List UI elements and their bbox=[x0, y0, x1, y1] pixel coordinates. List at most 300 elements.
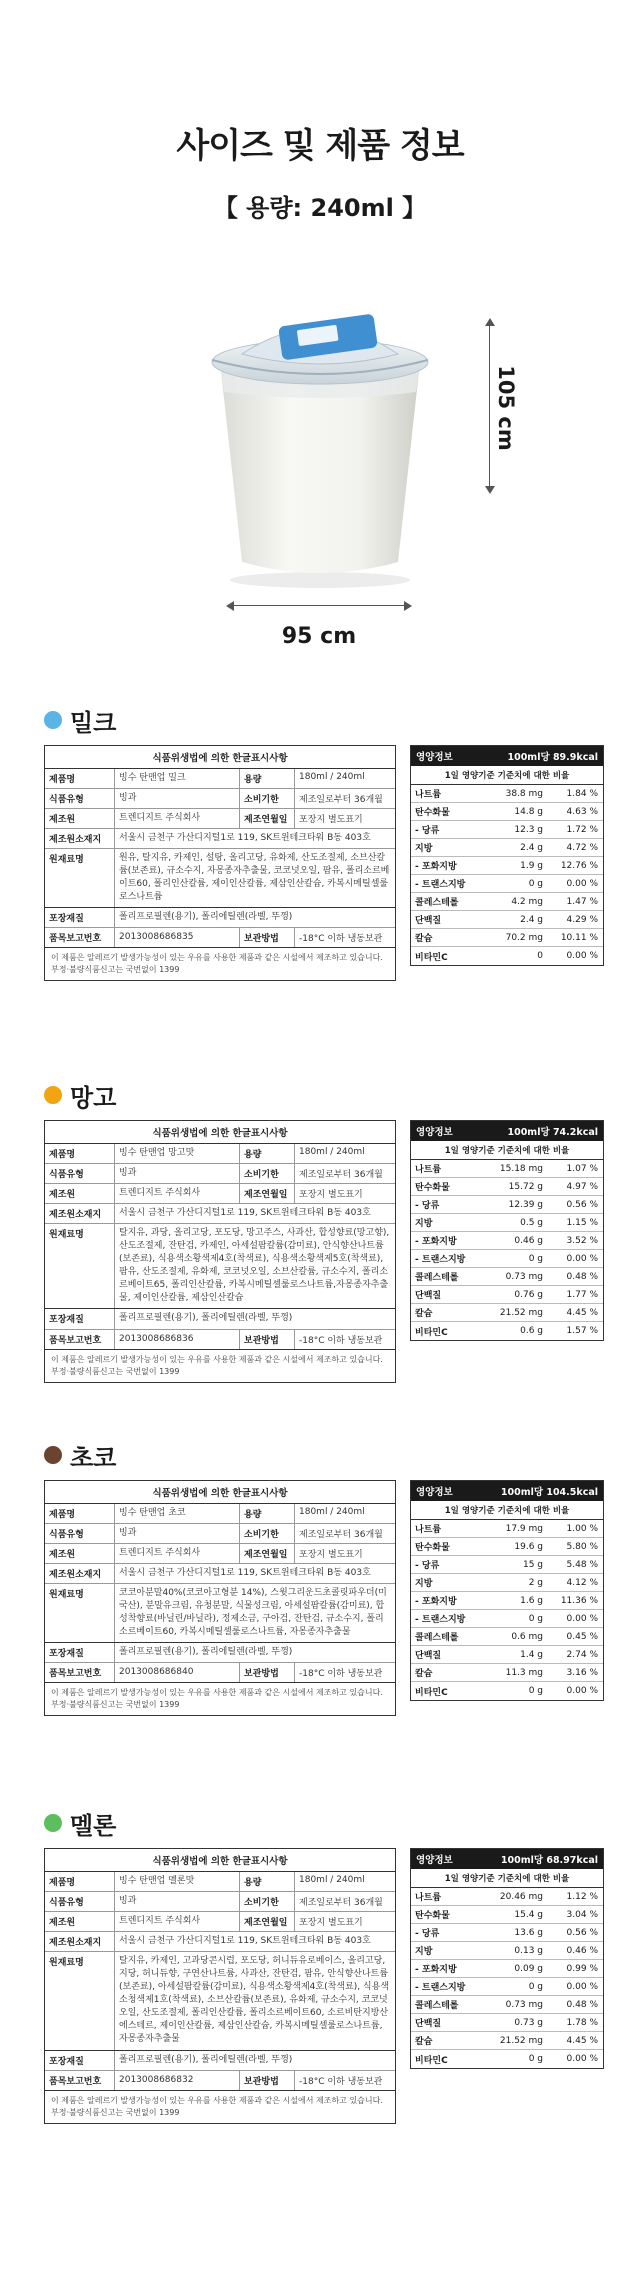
maker-address-value: 서울시 금천구 가산디지털1로 119, SK트윈테크타워 B동 403호 bbox=[119, 833, 371, 844]
nutrition-row bbox=[411, 1322, 603, 1340]
nutrient-name: - 당류 bbox=[415, 1201, 440, 1211]
volume-value: 180ml / 240ml bbox=[299, 1147, 365, 1157]
nutrition-subheader: 1일 영양기준 기준치에 대한 비율 bbox=[411, 1869, 603, 1888]
nutrient-name: - 포화지방 bbox=[415, 1237, 457, 1247]
label-key: 제조원 bbox=[45, 1184, 115, 1203]
mfg-date-value: 포장지 별도표기 bbox=[299, 1550, 363, 1561]
nutrient-amount: 38.8 mg bbox=[505, 788, 543, 799]
maker-address-value: 서울시 금천구 가산디지털1로 119, SK트윈테크타워 B동 403호 bbox=[119, 1208, 371, 1219]
width-label: 95 cm bbox=[281, 624, 357, 649]
nutrient-percent: 1.15 % bbox=[566, 1217, 598, 1228]
storage-value: -18°C 이하 냉동보관 bbox=[299, 1669, 383, 1680]
nutrient-amount: 19.6 g bbox=[514, 1541, 543, 1552]
nutrient-amount: 0 g bbox=[528, 2054, 543, 2064]
nutrition-header bbox=[411, 1481, 603, 1501]
nutrient-percent: 4.29 % bbox=[566, 914, 598, 925]
nutrient-name: 칼슘 bbox=[415, 1669, 433, 1679]
nutrient-percent: 0.00 % bbox=[566, 1613, 598, 1624]
label-key: 용량 bbox=[239, 1872, 295, 1891]
nutrient-percent: 0.00 % bbox=[566, 1981, 598, 1992]
nutrient-percent: 0.48 % bbox=[566, 1999, 598, 2010]
label-key: 제조원소재지 bbox=[45, 1932, 115, 1951]
nutrition-row bbox=[411, 1214, 603, 1232]
nutrition-row bbox=[411, 875, 603, 893]
label-key: 용량 bbox=[239, 1144, 295, 1163]
nutrition-kcal: 100ml당 89.9kcal bbox=[507, 752, 598, 763]
volume-value: 180ml / 240ml bbox=[299, 1507, 365, 1517]
nutrient-percent: 4.97 % bbox=[566, 1181, 598, 1192]
nutrient-name: - 포화지방 bbox=[415, 1597, 457, 1607]
nutrient-amount: 70.2 mg bbox=[505, 932, 543, 943]
nutrient-name: 칼슘 bbox=[415, 1309, 433, 1319]
nutrition-rows bbox=[411, 1160, 603, 1340]
nutrition-row bbox=[411, 839, 603, 857]
product-name-value: 빙수 탄맨업 망고맛 bbox=[119, 1148, 195, 1158]
nutrient-amount: 0.73 mg bbox=[505, 1271, 543, 1282]
nutrient-name: - 포화지방 bbox=[415, 862, 457, 872]
maker-value: 트렌디지트 주식회사 bbox=[119, 1548, 201, 1559]
nutrient-percent: 1.07 % bbox=[566, 1163, 598, 1174]
label-notes bbox=[45, 1683, 395, 1715]
report-hotline-note: 부정·불량식품신고는 국번없이 1399 bbox=[51, 965, 180, 975]
nutrient-percent: 4.45 % bbox=[566, 1307, 598, 1318]
nutrition-row bbox=[411, 1592, 603, 1610]
nutrition-kcal: 100ml당 104.5kcal bbox=[500, 1487, 598, 1498]
nutrient-percent: 0.45 % bbox=[566, 1631, 598, 1642]
nutrient-amount: 0.73 mg bbox=[505, 1999, 543, 2010]
allergy-note: 이 제품은 알레르기 발생가능성이 있는 우유를 사용한 제품과 같은 시설에서 제조하고 있습니다. bbox=[51, 953, 383, 963]
flavor-dot-icon bbox=[44, 1814, 62, 1832]
product-flavor-name: 밀크 bbox=[70, 708, 117, 737]
nutrition-row bbox=[411, 893, 603, 911]
product-heading bbox=[44, 1080, 116, 1110]
nutrient-amount: 0.73 g bbox=[514, 2017, 543, 2028]
nutrition-row bbox=[411, 2050, 603, 2068]
nutrition-rows bbox=[411, 1888, 603, 2068]
nutrient-name: 단백질 bbox=[415, 1651, 442, 1661]
nutrient-amount: 0 bbox=[537, 951, 543, 961]
storage-value: -18°C 이하 냉동보관 bbox=[299, 1335, 383, 1346]
volume-value: 180ml / 240ml bbox=[299, 1875, 365, 1885]
package-value: 폴리프로필렌(용기), 폴리에틸렌(라벨, 뚜껑) bbox=[119, 912, 293, 923]
page-title: 사이즈 및 제품 정보 bbox=[176, 126, 464, 166]
nutrient-amount: 0 g bbox=[528, 1686, 543, 1696]
nutrition-row bbox=[411, 1268, 603, 1286]
nutrition-row bbox=[411, 1250, 603, 1268]
nutrient-percent: 1.72 % bbox=[566, 824, 598, 835]
nutrient-amount: 0.76 g bbox=[514, 1289, 543, 1300]
report-hotline-note: 부정·불량식품신고는 국번없이 1399 bbox=[51, 1700, 180, 1710]
flavor-dot-icon bbox=[44, 711, 62, 729]
nutrient-name: - 트랜스지방 bbox=[415, 880, 466, 890]
label-key: 소비기한 bbox=[239, 1524, 295, 1543]
nutrient-name: 콜레스테롤 bbox=[415, 898, 459, 908]
nutrient-percent: 0.56 % bbox=[566, 1199, 598, 1210]
nutrient-amount: 0.46 g bbox=[514, 1235, 543, 1246]
label-key: 제조원 bbox=[45, 809, 115, 828]
nutrient-percent: 4.63 % bbox=[566, 806, 598, 817]
nutrition-title: 영양정보 bbox=[416, 1855, 453, 1866]
nutrition-header bbox=[411, 1121, 603, 1141]
nutrient-percent: 1.12 % bbox=[566, 1891, 598, 1902]
nutrition-row bbox=[411, 1664, 603, 1682]
nutrient-amount: 15.18 mg bbox=[499, 1163, 543, 1174]
nutrient-percent: 1.47 % bbox=[566, 896, 598, 907]
storage-value: -18°C 이하 냉동보관 bbox=[299, 934, 383, 945]
nutrition-row bbox=[411, 803, 603, 821]
nutrient-percent: 1.78 % bbox=[566, 2017, 598, 2028]
nutrient-amount: 0.6 g bbox=[520, 1326, 543, 1336]
nutrition-row bbox=[411, 2014, 603, 2032]
nutrient-amount: 0.6 mg bbox=[511, 1631, 543, 1642]
label-key: 품목보고번호 bbox=[45, 1330, 115, 1349]
nutrient-percent: 0.46 % bbox=[566, 1945, 598, 1956]
label-key: 원재료명 bbox=[45, 1952, 115, 2049]
product-name-value: 빙수 탄맨업 밀크 bbox=[119, 773, 186, 783]
nutrition-kcal: 100ml당 68.97kcal bbox=[500, 1855, 598, 1866]
nutrient-amount: 1.9 g bbox=[520, 860, 543, 871]
nutrition-table bbox=[410, 1848, 604, 2069]
capacity-subtitle: 【 용량: 240ml 】 bbox=[213, 194, 427, 222]
food-type-value: 빙과 bbox=[119, 1528, 137, 1539]
nutrition-row bbox=[411, 2032, 603, 2050]
label-key: 용량 bbox=[239, 1504, 295, 1523]
expiry-value: 제조일로부터 36개월 bbox=[299, 1898, 383, 1909]
nutrient-percent: 0.99 % bbox=[566, 1963, 598, 1974]
product-cup-image bbox=[180, 292, 460, 592]
nutrient-amount: 2.4 g bbox=[520, 842, 543, 853]
report-number-value: 2013008686836 bbox=[119, 1333, 194, 1344]
package-value: 폴리프로필렌(용기), 폴리에틸렌(라벨, 뚜껑) bbox=[119, 1313, 293, 1324]
package-value: 폴리프로필렌(용기), 폴리에틸렌(라벨, 뚜껑) bbox=[119, 2054, 293, 2065]
package-value: 폴리프로필렌(용기), 폴리에틸렌(라벨, 뚜껑) bbox=[119, 1647, 293, 1658]
product-heading bbox=[44, 1440, 116, 1470]
nutrient-percent: 10.11 % bbox=[560, 932, 598, 943]
nutrient-amount: 0.13 g bbox=[514, 1945, 543, 1956]
volume-value: 180ml / 240ml bbox=[299, 772, 365, 782]
nutrient-percent: 1.84 % bbox=[566, 788, 598, 799]
width-dimension-arrow bbox=[226, 596, 412, 616]
nutrient-name: - 당류 bbox=[415, 826, 440, 836]
nutrition-subheader: 1일 영양기준 기준치에 대한 비율 bbox=[411, 766, 603, 785]
nutrient-percent: 3.04 % bbox=[566, 1909, 598, 1920]
nutrition-row bbox=[411, 947, 603, 965]
allergy-note: 이 제품은 알레르기 발생가능성이 있는 우유를 사용한 제품과 같은 시설에서 제조하고 있습니다. bbox=[51, 2095, 383, 2105]
label-key: 원재료명 bbox=[45, 1584, 115, 1642]
nutrition-row bbox=[411, 1520, 603, 1538]
report-hotline-note: 부정·불량식품신고는 국번없이 1399 bbox=[51, 2107, 180, 2117]
label-key: 보관방법 bbox=[239, 1663, 295, 1682]
nutrition-rows bbox=[411, 785, 603, 965]
maker-value: 트렌디지트 주식회사 bbox=[119, 1188, 201, 1199]
label-header: 식품위생법에 의한 한글표시사항 bbox=[45, 746, 395, 769]
nutrition-row bbox=[411, 821, 603, 839]
label-key: 포장재질 bbox=[45, 1643, 115, 1662]
nutrition-subheader: 1일 영양기준 기준치에 대한 비율 bbox=[411, 1141, 603, 1160]
nutrition-row bbox=[411, 1286, 603, 1304]
mfg-date-value: 포장지 별도표기 bbox=[299, 815, 363, 826]
nutrition-title: 영양정보 bbox=[416, 752, 453, 763]
nutrition-row bbox=[411, 1574, 603, 1592]
label-key: 제조원소재지 bbox=[45, 829, 115, 848]
nutrition-table bbox=[410, 745, 604, 966]
label-key: 소비기한 bbox=[239, 789, 295, 808]
nutrition-row bbox=[411, 1232, 603, 1250]
nutrition-row bbox=[411, 1556, 603, 1574]
nutrient-percent: 3.16 % bbox=[566, 1667, 598, 1678]
label-key: 용량 bbox=[239, 769, 295, 788]
maker-address-value: 서울시 금천구 가산디지털1로 119, SK트윈테크타워 B동 403호 bbox=[119, 1568, 371, 1579]
label-key: 포장재질 bbox=[45, 908, 115, 927]
nutrition-table bbox=[410, 1120, 604, 1341]
mfg-date-value: 포장지 별도표기 bbox=[299, 1190, 363, 1201]
flavor-dot-icon bbox=[44, 1086, 62, 1104]
size-info-hero bbox=[0, 0, 640, 660]
nutrient-percent: 4.12 % bbox=[566, 1577, 598, 1588]
nutrient-amount: 0.5 g bbox=[520, 1217, 543, 1228]
nutrition-table bbox=[410, 1480, 604, 1701]
nutrition-row bbox=[411, 1996, 603, 2014]
nutrition-title: 영양정보 bbox=[416, 1487, 453, 1498]
food-type-value: 빙과 bbox=[119, 1896, 137, 1907]
nutrition-header bbox=[411, 1849, 603, 1869]
nutrient-amount: 15 g bbox=[522, 1559, 543, 1570]
nutrient-name: 단백질 bbox=[415, 1291, 442, 1301]
nutrient-name: 비타민C bbox=[415, 2055, 448, 2066]
nutrient-amount: 11.3 mg bbox=[505, 1667, 543, 1678]
report-number-value: 2013008686840 bbox=[119, 1667, 194, 1678]
label-key: 제품명 bbox=[45, 1872, 115, 1891]
nutrient-percent: 3.52 % bbox=[566, 1235, 598, 1246]
nutrient-percent: 0.00 % bbox=[566, 1253, 598, 1264]
allergy-note: 이 제품은 알레르기 발생가능성이 있는 우유를 사용한 제품과 같은 시설에서 제조하고 있습니다. bbox=[51, 1354, 383, 1364]
allergy-note: 이 제품은 알레르기 발생가능성이 있는 우유를 사용한 제품과 같은 시설에서 제조하고 있습니다. bbox=[51, 1688, 383, 1698]
report-number-value: 2013008686835 bbox=[119, 932, 194, 943]
nutrition-row bbox=[411, 1888, 603, 1906]
korean-label-table bbox=[44, 1120, 396, 1383]
maker-value: 트렌디지트 주식회사 bbox=[119, 813, 201, 824]
label-key: 식품유형 bbox=[45, 1524, 115, 1543]
ingredients-value: 탈지유, 카제인, 고과당콘시럽, 포도당, 허니듀유로베이스, 올리고당, 지당, 허니듀향, 구연산나트륨, 사과산, 잔탄검, 팜유, 안식향산나트륨(보존료), 아세설팜칼륨(감미료), 식용색소황색제4호(착색료), 식용색소청색제1호(착색료), 소브산칼륨(보존료), 유화제, 규소수지, 코코넛오일, 산도조절제, 폴리인산칼륨, 폴리소르베이트60, 소르비탄지방산에스테르, 제이인산칼륨, 제삼인산칼슘, 카복시메틸셀룰로스나트륨, 자몽종자추출물 bbox=[119, 1956, 390, 2045]
nutrient-name: 콜레스테롤 bbox=[415, 1633, 459, 1643]
label-key: 제조연월일 bbox=[239, 1544, 295, 1563]
nutrient-amount: 0 g bbox=[528, 1613, 543, 1624]
nutrient-name: 지방 bbox=[415, 1579, 433, 1589]
label-key: 제조연월일 bbox=[239, 1184, 295, 1203]
nutrition-row bbox=[411, 1304, 603, 1322]
nutrition-row bbox=[411, 1538, 603, 1556]
product-heading bbox=[44, 1808, 116, 1838]
label-key: 제조원소재지 bbox=[45, 1564, 115, 1583]
nutrition-row bbox=[411, 857, 603, 875]
korean-label-table bbox=[44, 1480, 396, 1716]
label-header: 식품위생법에 의한 한글표시사항 bbox=[45, 1481, 395, 1504]
nutrient-name: - 당류 bbox=[415, 1561, 440, 1571]
nutrient-percent: 1.00 % bbox=[566, 1523, 598, 1534]
label-key: 제조원 bbox=[45, 1912, 115, 1931]
nutrient-name: - 트랜스지방 bbox=[415, 1983, 466, 1993]
nutrition-row bbox=[411, 1196, 603, 1214]
product-name-value: 빙수 탄맨업 초코 bbox=[119, 1508, 186, 1518]
ingredients-value: 원유, 탈지유, 카제인, 설탕, 올리고당, 유화제, 산도조절제, 소브산칼륨(보존료), 규소수지, 자몽종자추출물, 코코넛오일, 팜유, 폴리소르베이트60, 폴리인산칼륨, 제이인산칼륨, 제삼인산칼슘, 카복시메틸셀룰로스나트륨 bbox=[119, 853, 390, 903]
nutrient-name: 칼슘 bbox=[415, 2037, 433, 2047]
label-key: 식품유형 bbox=[45, 1892, 115, 1911]
label-key: 제품명 bbox=[45, 769, 115, 788]
nutrition-row bbox=[411, 929, 603, 947]
product-name-value: 빙수 탄맨업 멜론맛 bbox=[119, 1876, 195, 1886]
expiry-value: 제조일로부터 36개월 bbox=[299, 795, 383, 806]
nutrient-percent: 0.00 % bbox=[566, 2054, 598, 2064]
nutrient-name: 칼슘 bbox=[415, 934, 433, 944]
nutrient-amount: 14.8 g bbox=[514, 806, 543, 817]
height-label: 105 cm bbox=[494, 365, 518, 451]
label-key: 보관방법 bbox=[239, 928, 295, 947]
nutrition-subheader: 1일 영양기준 기준치에 대한 비율 bbox=[411, 1501, 603, 1520]
nutrition-row bbox=[411, 1682, 603, 1700]
product-flavor-name: 멜론 bbox=[70, 1811, 117, 1840]
report-hotline-note: 부정·불량식품신고는 국번없이 1399 bbox=[51, 1366, 180, 1376]
product-flavor-name: 망고 bbox=[70, 1083, 117, 1112]
nutrient-amount: 0 g bbox=[528, 1981, 543, 1992]
nutrition-row bbox=[411, 1646, 603, 1664]
nutrient-name: - 포화지방 bbox=[415, 1965, 457, 1975]
report-number-value: 2013008686832 bbox=[119, 2074, 194, 2085]
nutrient-name: 비타민C bbox=[415, 1327, 448, 1338]
label-key: 품목보고번호 bbox=[45, 2071, 115, 2090]
label-key: 원재료명 bbox=[45, 1224, 115, 1308]
nutrition-row bbox=[411, 1906, 603, 1924]
ingredients-value: 탈지유, 과당, 올리고당, 포도당, 망고주스, 사과산, 합성향료(망고향), 산도조절제, 잔탄검, 카제인, 아세설팜칼륨(감미료), 안식향산나트륨(보존료), 식용색소황색제4호(착색료), 식용색소황색제5호(착색료), 팜유, 산도조절제, 유화제, 코코넛오일, 소브산칼륨, 규소수지, 폴리소르베이트65, 폴리인산칼륨, 카복시메틸셀룰로스나트륨,자몽종자추출물, 제이인산칼륨, 제삼인산칼슘 bbox=[119, 1228, 390, 1304]
nutrition-kcal: 100ml당 74.2kcal bbox=[507, 1127, 598, 1138]
nutrient-name: 단백질 bbox=[415, 2019, 442, 2029]
flavor-dot-icon bbox=[44, 1446, 62, 1464]
nutrient-amount: 12.39 g bbox=[508, 1199, 543, 1210]
nutrient-amount: 2 g bbox=[528, 1577, 543, 1588]
nutrient-amount: 21.52 mg bbox=[499, 1307, 543, 1318]
label-key: 식품유형 bbox=[45, 789, 115, 808]
nutrient-name: 비타민C bbox=[415, 952, 448, 963]
nutrient-name: 탄수화물 bbox=[415, 1911, 450, 1921]
nutrient-amount: 21.52 mg bbox=[499, 2035, 543, 2046]
nutrient-amount: 4.2 mg bbox=[511, 896, 543, 907]
ingredients-value: 코코아분말40%(코코아고형분 14%), 스윗그리운드초콜릿파우더(미국산), 분말유크림, 유청분말, 식물성크림, 아세설팜칼륨(감미료), 합성착향료(바닐린/바닐라), 정제소금, 구아검, 잔탄검, 규소수지, 폴리소르베이트60, 카복시메틸셀룰로스나트륨, 자몽종자추출물 bbox=[119, 1588, 387, 1638]
label-key: 소비기한 bbox=[239, 1164, 295, 1183]
label-key: 소비기한 bbox=[239, 1892, 295, 1911]
nutrient-amount: 13.6 g bbox=[514, 1927, 543, 1938]
nutrition-row bbox=[411, 1942, 603, 1960]
nutrient-percent: 0.48 % bbox=[566, 1271, 598, 1282]
nutrient-name: 비타민C bbox=[415, 1687, 448, 1698]
nutrition-rows bbox=[411, 1520, 603, 1700]
nutrient-name: - 트랜스지방 bbox=[415, 1615, 466, 1625]
nutrient-name: 지방 bbox=[415, 1947, 433, 1957]
label-notes bbox=[45, 948, 395, 980]
nutrient-name: 나트륨 bbox=[415, 1165, 442, 1175]
korean-label-table bbox=[44, 1848, 396, 2124]
nutrient-amount: 17.9 mg bbox=[505, 1523, 543, 1534]
nutrient-name: - 당류 bbox=[415, 1929, 440, 1939]
label-key: 제조연월일 bbox=[239, 809, 295, 828]
nutrient-amount: 0.09 g bbox=[514, 1963, 543, 1974]
nutrient-name: 콜레스테롤 bbox=[415, 2001, 459, 2011]
product-flavor-name: 초코 bbox=[70, 1443, 117, 1472]
nutrient-percent: 4.45 % bbox=[566, 2035, 598, 2046]
nutrient-amount: 2.4 g bbox=[520, 914, 543, 925]
nutrient-percent: 1.57 % bbox=[566, 1326, 598, 1336]
label-key: 제조원소재지 bbox=[45, 1204, 115, 1223]
label-key: 제조원 bbox=[45, 1544, 115, 1563]
label-header: 식품위생법에 의한 한글표시사항 bbox=[45, 1121, 395, 1144]
label-key: 품목보고번호 bbox=[45, 928, 115, 947]
nutrition-row bbox=[411, 1924, 603, 1942]
label-key: 제조연월일 bbox=[239, 1912, 295, 1931]
maker-value: 트렌디지트 주식회사 bbox=[119, 1916, 201, 1927]
nutrient-name: 지방 bbox=[415, 844, 433, 854]
nutrition-row bbox=[411, 1960, 603, 1978]
nutrient-name: 나트륨 bbox=[415, 790, 442, 800]
nutrient-percent: 0.00 % bbox=[566, 878, 598, 889]
nutrient-percent: 0.00 % bbox=[566, 1686, 598, 1696]
nutrition-row bbox=[411, 911, 603, 929]
nutrient-name: 나트륨 bbox=[415, 1525, 442, 1535]
nutrition-title: 영양정보 bbox=[416, 1127, 453, 1138]
korean-label-table bbox=[44, 745, 396, 981]
label-key: 제품명 bbox=[45, 1144, 115, 1163]
nutrient-name: 단백질 bbox=[415, 916, 442, 926]
nutrient-percent: 1.77 % bbox=[566, 1289, 598, 1300]
nutrient-percent: 5.80 % bbox=[566, 1541, 598, 1552]
nutrient-amount: 1.4 g bbox=[520, 1649, 543, 1660]
nutrient-percent: 2.74 % bbox=[566, 1649, 598, 1660]
nutrient-percent: 0.00 % bbox=[566, 951, 598, 961]
nutrition-row bbox=[411, 785, 603, 803]
label-key: 포장재질 bbox=[45, 1309, 115, 1328]
label-key: 제품명 bbox=[45, 1504, 115, 1523]
nutrition-row bbox=[411, 1610, 603, 1628]
nutrient-name: 탄수화물 bbox=[415, 808, 450, 818]
nutrient-percent: 0.56 % bbox=[566, 1927, 598, 1938]
nutrient-amount: 15.72 g bbox=[508, 1181, 543, 1192]
label-key: 보관방법 bbox=[239, 2071, 295, 2090]
label-key: 품목보고번호 bbox=[45, 1663, 115, 1682]
nutrient-amount: 1.6 g bbox=[520, 1595, 543, 1606]
nutrient-amount: 0 g bbox=[528, 1253, 543, 1264]
maker-address-value: 서울시 금천구 가산디지털1로 119, SK트윈테크타워 B동 403호 bbox=[119, 1936, 371, 1947]
nutrient-name: 나트륨 bbox=[415, 1893, 442, 1903]
nutrient-amount: 12.3 g bbox=[514, 824, 543, 835]
nutrient-amount: 0 g bbox=[528, 878, 543, 889]
expiry-value: 제조일로부터 36개월 bbox=[299, 1530, 383, 1541]
mfg-date-value: 포장지 별도표기 bbox=[299, 1918, 363, 1929]
storage-value: -18°C 이하 냉동보관 bbox=[299, 2076, 383, 2087]
nutrient-percent: 4.72 % bbox=[566, 842, 598, 853]
food-type-value: 빙과 bbox=[119, 793, 137, 804]
nutrient-amount: 20.46 mg bbox=[499, 1891, 543, 1902]
nutrient-name: 탄수화물 bbox=[415, 1183, 450, 1193]
nutrient-name: - 트랜스지방 bbox=[415, 1255, 466, 1265]
nutrient-percent: 11.36 % bbox=[560, 1595, 598, 1606]
nutrition-row bbox=[411, 1978, 603, 1996]
nutrient-name: 콜레스테롤 bbox=[415, 1273, 459, 1283]
expiry-value: 제조일로부터 36개월 bbox=[299, 1170, 383, 1181]
nutrition-row bbox=[411, 1160, 603, 1178]
nutrition-row bbox=[411, 1628, 603, 1646]
label-notes bbox=[45, 1350, 395, 1382]
nutrient-name: 탄수화물 bbox=[415, 1543, 450, 1553]
label-key: 원재료명 bbox=[45, 849, 115, 907]
nutrient-percent: 5.48 % bbox=[566, 1559, 598, 1570]
label-key: 포장재질 bbox=[45, 2051, 115, 2070]
